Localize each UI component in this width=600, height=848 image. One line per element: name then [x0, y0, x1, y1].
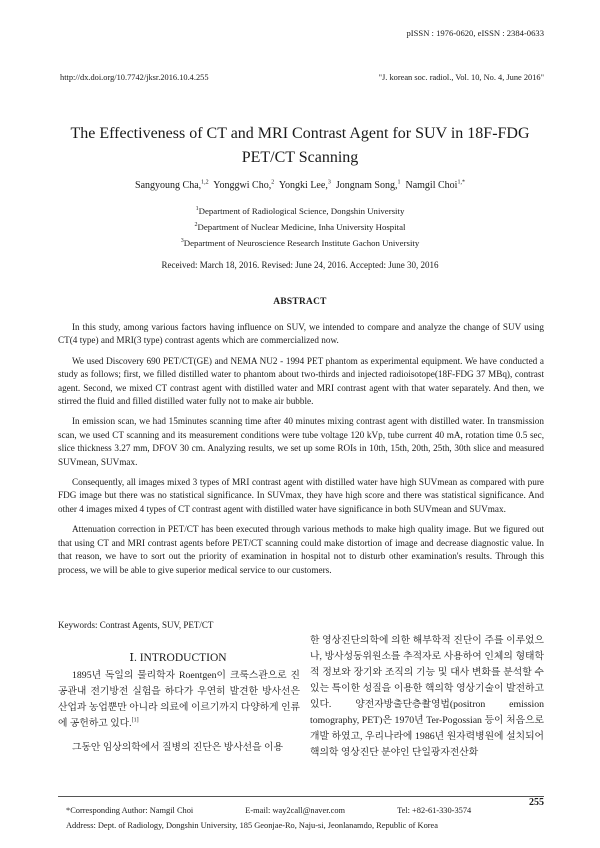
footer-divider — [58, 796, 544, 797]
author: Namgil Choi$^{1,*}$ — [405, 179, 465, 191]
author: Sangyoung Cha,$^{1,2}$ — [135, 179, 209, 191]
intro-paragraph: 1895년 독일의 물리학자 Roentgen이 크룩스관으로 진공관내 전기방전 실험을 하다가 우연히 발견한 방사선은 산업과 농업뿐만 아니라 의료에 이르기까지 다양하게 인류에 공헌하고 있다.[1] — [58, 670, 300, 729]
abstract-paragraph: Attenuation correction in PET/CT has been executed through various methods to make high quality image. But we figured out that using CT and MRI contrast agents before PET/CT scanning could make distortion of image and decrease diagnostic value. In that reason, we have to sort out the priority of examination in hospital not to disturb other examination's results. Through this process, we will be able to give superior medical service to our customers. — [58, 524, 544, 575]
submission-dates: Received: March 18, 2016. Revised: June 24, 2016. Accepted: June 30, 2016 — [161, 260, 439, 270]
citation-ref[interactable]: [1] — [131, 717, 139, 724]
address: Address: Dept. of Radiology, Dongshin University, 185 Geonjae-Ro, Naju-si, Jeonlanamdo, Republic of Korea — [66, 821, 438, 830]
abstract-paragraph: We used Discovery 690 PET/CT(GE) and NEMA NU2 - 1994 PET phantom as experimental equipment. We have conducted a study as follows; first, we filled distilled water to phantom about two-thirds and injected radioisotope(18F-FDG 37 MBq), contrast agent. Second, we mixed CT contrast agent with distilled water and MRI contrast agent with that water separately. And then, we stirred the fluid and filled distilled water fully not to make air bubble. — [58, 355, 544, 407]
issn-line: pISSN : 1976-0620, eISSN : 2384-0633 — [406, 28, 544, 38]
affiliation-list — [40, 203, 560, 251]
keywords: Keywords: Contrast Agents, SUV, PET/CT — [58, 620, 214, 630]
affiliation: $^3$Department of Neuroscience Research Institute Gachon University — [180, 238, 420, 248]
author: Yonggwi Cho,$^2$ — [213, 179, 275, 191]
affiliation: $^2$Department of Nuclear Medicine, Inha University Hospital — [194, 222, 406, 232]
section-heading-introduction: Ⅰ. INTRODUCTION — [129, 652, 227, 664]
telephone: Tel: +82-61-330-3574 — [397, 806, 472, 815]
intro-paragraph: 그동안 임상의학에서 질병의 진단은 방사선을 이용 — [72, 742, 283, 753]
abstract-paragraph: In this study, among various factors having influence on SUV, we intended to compare and analyze the change of SUV using CT(4 type) and MRI(3 type) contrast agents which are commercialized now. — [58, 322, 544, 346]
journal-reference: "J. korean soc. radiol., Vol. 10, No. 4, June 2016" — [378, 73, 544, 82]
doi-link[interactable]: http://dx.doi.org/10.7742/jksr.2016.10.4.255 — [60, 73, 209, 82]
author-list — [40, 180, 560, 191]
corresponding-author: *Corresponding Author: Namgil Choi — [66, 806, 194, 815]
intro-paragraph: 한 영상진단의학에 의한 해부학적 진단이 주를 이루었으나, 방사성동위원소를 추적자로 사용하여 인체의 형태학적 정보와 장기와 조직의 기능 및 대사 변화를 분석할 수 있는 특이한 성질을 이용한 핵의학 영상기술이 발전하고 있다. 양전자방출단층촬영법(positron emission tomography, PET)은 1970년 Ter-Pogossian 등이 처음으로 개발 하였고, 우리나라에 1986년 원자력병원에 설치되어 핵의학 영상진단 분야인 단일광자전산화 — [310, 635, 544, 758]
footer-notes — [66, 803, 471, 833]
title-line-2: PET/CT Scanning — [241, 149, 359, 166]
abstract-body — [58, 321, 544, 584]
corresponding-line — [66, 803, 471, 818]
author: Yongki Lee,$^3$ — [278, 179, 331, 191]
abstract-paragraph: In emission scan, we had 15minutes scanning time after 40 minutes mixing contrast agent with distilled water. In transmission scan, we used CT scanning and its measurement conditions were tube voltage 120 kVp, tube current 40 mA, rotation time 0.5 sec, slice thickness 3.27 mm, DFOV 30 cm. Analyzing results, we set up some ROIs in 10th, 15th, 20th, 25th, 30th slice and measured SUVmean, SUVmax. — [58, 416, 544, 467]
author: Jongnam Song,$^1$ — [335, 179, 401, 191]
intro-column-right — [310, 633, 544, 761]
abstract-paragraph: Consequently, all images mixed 3 types of MRI contrast agent with distilled water have high SUVmean as compared with pure FDG image but there was no statistical significance. In SUVmax, they have high score and there was statistical significance. And other 4 images mixed 4 types of CT contrast agent with distilled water have significance in both SUVmean and SUVmax. — [58, 477, 544, 514]
abstract-heading: ABSTRACT — [273, 297, 327, 307]
email[interactable]: E-mail: way2call@naver.com — [245, 806, 346, 815]
intro-column-left — [58, 668, 300, 756]
title-line-1: The Effectiveness of CT and MRI Contrast Agent for SUV in 18F-FDG — [70, 125, 530, 142]
paper-title — [40, 122, 560, 170]
page-number: 255 — [529, 797, 544, 808]
affiliation: $^1$Department of Radiological Science, Dongshin University — [195, 206, 405, 216]
